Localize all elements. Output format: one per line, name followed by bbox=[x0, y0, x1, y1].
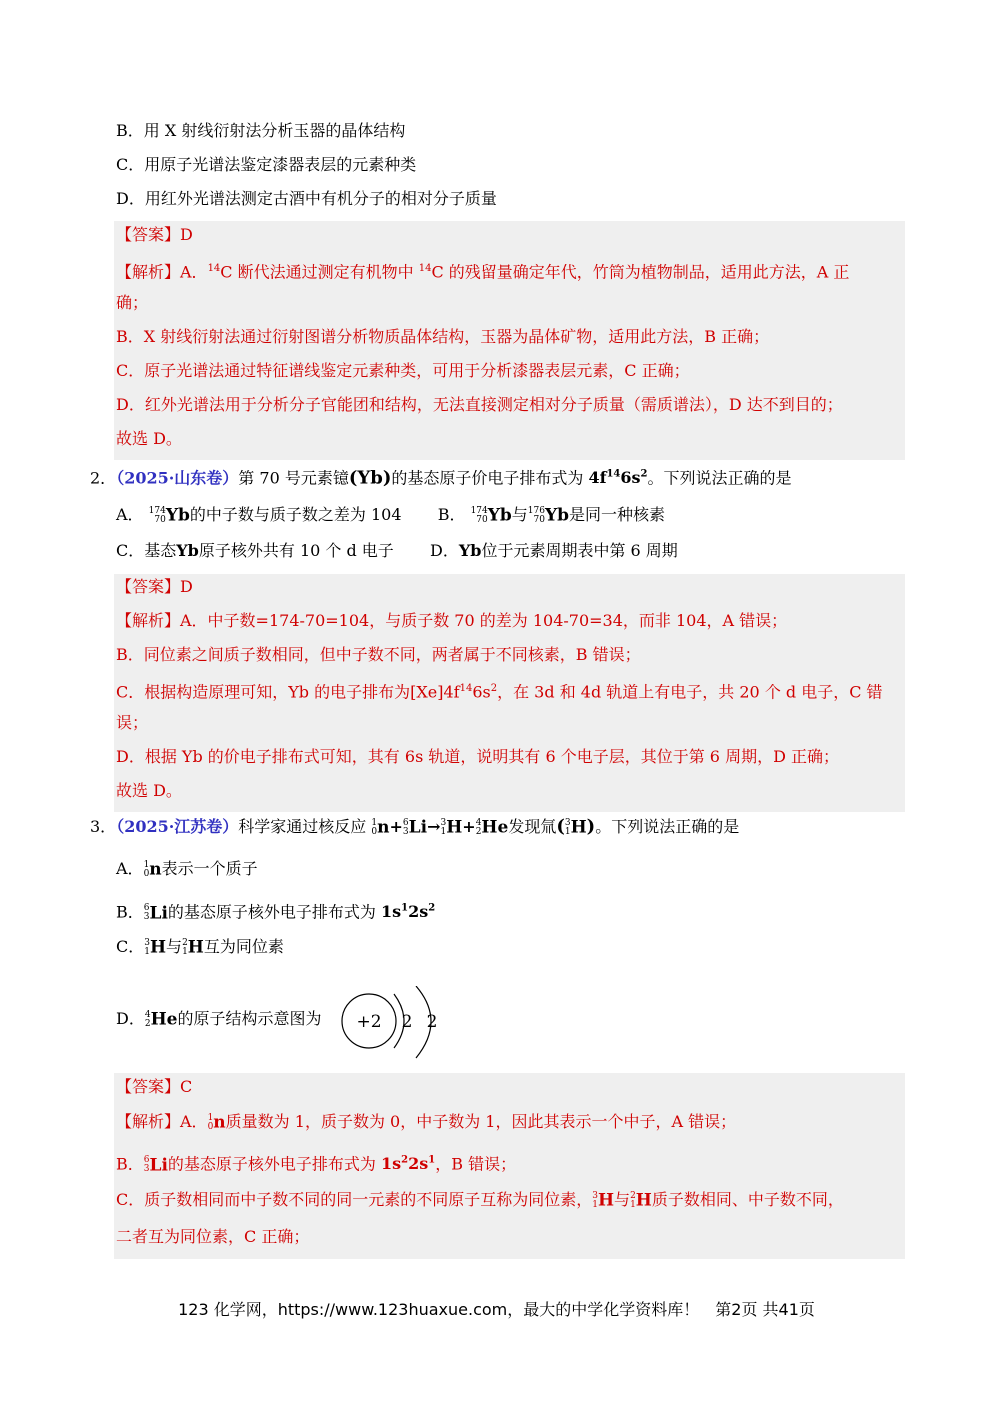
q3-option-d: D． 4 2 He的原子结构示意图为 bbox=[116, 1009, 322, 1030]
q1-option-b: B．用 X 射线衍射法分析玉器的晶体结构 bbox=[116, 121, 406, 140]
q3-option-c: C． 3 1 H与 2 1 H互为同位素 bbox=[116, 937, 284, 958]
q1-explanation-a: 【解析】A．$^{14}$C 断代法通过测定有机物中 $^{14}$C 的残留量确定年代，竹筒为植物制品，适用此方法，A 正 bbox=[116, 262, 850, 282]
shell-2-electrons: 2 bbox=[426, 1012, 438, 1032]
q3-option-b: B． 6 3 Li的基态原子核外电子排布式为 $1s^12s^2$ bbox=[116, 902, 436, 924]
q2-answer: 【答案】D bbox=[116, 577, 193, 596]
q3-stem: 3．（2025·江苏卷）科学家通过核反应 1 0 n+ 6 3 Li→ 3 1 H+ 4 2 He发现氚( 3 1 H)。下列说法正确的是 bbox=[90, 816, 740, 838]
question-source: （2025·山东卷） bbox=[116, 468, 239, 488]
nuclide-yb-174: 174 70 Yb bbox=[148, 505, 190, 526]
q3-explanation-a: 【解析】A． 1 0 n质量数为 1，质子数为 0，中子数为 1，因此其表示一个中子，A 错误； bbox=[116, 1112, 737, 1133]
page-footer: 123 化学网，https://www.123huaxue.com，最大的中学化学资料库！ 第2页 共41页 bbox=[178, 1300, 815, 1319]
q1-explanation-c: C．原子光谱法通过特征谱线鉴定元素种类，可用于分析漆器表层元素，C 正确； bbox=[116, 361, 690, 380]
question-number: 2． bbox=[90, 468, 117, 488]
q3-explanation-b: B． 6 3 Li的基态原子核外电子排布式为 $1s^22s^1$，B 错误； bbox=[116, 1154, 517, 1176]
q1-answer: 【答案】D bbox=[116, 225, 193, 244]
q3-answer: 【答案】C bbox=[116, 1077, 193, 1096]
q1-explanation-a-cont: 确； bbox=[116, 293, 149, 312]
q2-explanation-c-cont: 误； bbox=[116, 713, 149, 732]
q3-explanation-c: C．质子数相同而中子数不同的同一元素的不同原子互称为同位素， 3 1 H与 2 1 H质子数相同、中子数不同， bbox=[116, 1190, 844, 1211]
q1-option-d: D．用红外光谱法测定古酒中有机分子的相对分子质量 bbox=[116, 189, 497, 208]
q3-explanation-c-cont: 二者互为同位素，C 正确； bbox=[116, 1227, 310, 1246]
q3-option-a: A． 1 0 n表示一个质子 bbox=[116, 859, 258, 880]
sup-14: 14 bbox=[207, 263, 221, 274]
q1-option-c: C．用原子光谱法鉴定漆器表层的元素种类 bbox=[116, 155, 417, 174]
q2-explanation-a: 【解析】A．中子数=174-70=104，与质子数 70 的差为 104-70=34，而非 104，A 错误； bbox=[116, 611, 788, 630]
q1-explanation-d: D．红外光谱法用于分析分子官能团和结构，无法直接测定相对分子质量（需质谱法），D 达不到目的； bbox=[116, 395, 843, 414]
question-source: （2025·江苏卷） bbox=[116, 817, 239, 836]
nuclide-yb-174: 174 70 Yb bbox=[470, 505, 512, 526]
shell-1-electrons: 2 bbox=[401, 1012, 413, 1032]
q2-options-ab: A． 174 70 Yb的中子数与质子数之差为 104 B． 174 70 Yb与 176 70 Yb是同一种核素 bbox=[116, 505, 666, 526]
q2-options-cd: C．基态Yb原子核外共有 10 个 d 电子 D．Yb位于元素周期表中第 6 周期 bbox=[116, 541, 678, 560]
helium-atom-structure-diagram bbox=[334, 986, 444, 1064]
q2-explanation-d: D．根据 Yb 的价电子排布式可知，其有 6s 轨道，说明其有 6 个电子层，其位于第 6 周期，D 正确； bbox=[116, 747, 839, 766]
question-number: 3． bbox=[90, 817, 117, 836]
q2-choose: 故选 D。 bbox=[116, 781, 182, 800]
nuclide-yb-176: 176 70 Yb bbox=[527, 505, 570, 526]
q2-explanation-c: C．根据构造原理可知，Yb 的电子排布为$[Xe]4f^{14}6s^2$，在 3d 和 4d 轨道上有电子，共 20 个 d 电子，C 错 bbox=[116, 682, 883, 702]
q2-stem: 2．（2025·山东卷）第 70 号元素镱(Yb)的基态原子价电子排布式为 $4f^{14}6s^2$。下列说法正确的是 bbox=[90, 467, 792, 489]
nucleus-charge: +2 bbox=[356, 1012, 382, 1032]
q1-exp-head: 【解析】A． bbox=[116, 262, 208, 282]
q1-explanation-b: B．X 射线衍射法通过衍射图谱分析物质晶体结构，玉器为晶体矿物，适用此方法，B 正确； bbox=[116, 327, 770, 346]
q2-explanation-b: B．同位素之间质子数相同，但中子数不同，两者属于不同核素，B 错误； bbox=[116, 645, 641, 664]
q1-choose: 故选 D。 bbox=[116, 429, 182, 448]
